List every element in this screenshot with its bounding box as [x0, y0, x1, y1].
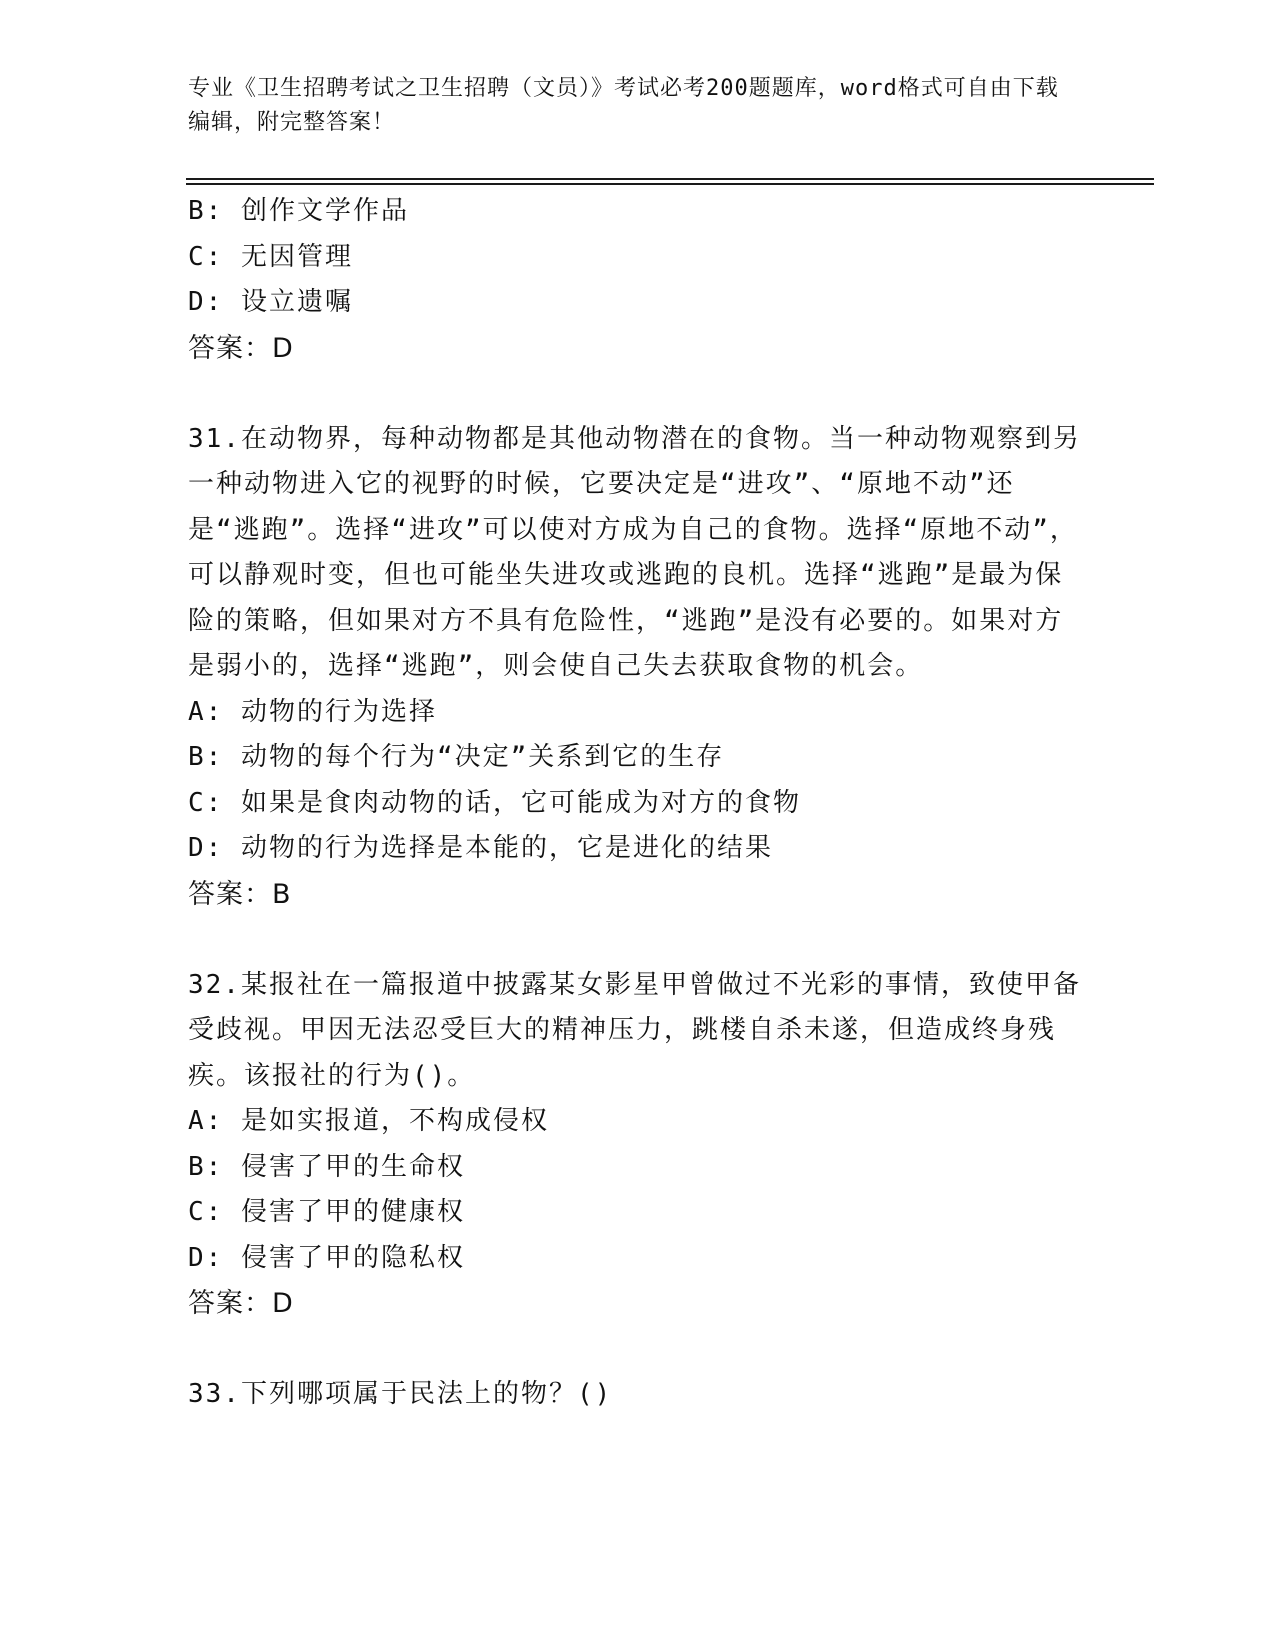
question-33: [188, 1372, 1088, 1418]
spacer: [188, 917, 1088, 963]
question-32-option-a: A: 是如实报道，不构成侵权: [188, 1106, 549, 1136]
question-32-stem: 32.某报社在一篇报道中披露某女影星甲曾做过不光彩的事情，致使甲备受歧视。甲因无法忍受巨大的精神压力，跳楼自杀未遂，但造成终身残疾。该报社的行为()。: [188, 969, 1081, 1091]
header-divider-bottom: [186, 183, 1154, 185]
header-divider-top: [186, 178, 1154, 180]
question-31-option-c: C: 如果是食肉动物的话，它可能成为对方的食物: [188, 787, 801, 818]
question-31: [188, 417, 1088, 918]
question-31-stem: 31.在动物界，每种动物都是其他动物潜在的食物。当一种动物观察到另一种动物进入它的视野的时候，它要决定是“进攻”、“原地不动”还是“逃跑”。选择“进攻”可以使对方成为自己的食物。选择“原地不动”，可以静观时变，但也可能坐失进攻或逃跑的良机。选择“逃跑”是最为保险的策略，但如果对方不具有危险性，“逃跑”是没有必要的。如果对方是弱小的，选择“逃跑”，则会使自己失去获取食物的机会。: [188, 423, 1081, 681]
question-30-answer: 答案：D: [188, 332, 294, 364]
spacer: [188, 371, 1088, 417]
question-32-answer: 答案：D: [188, 1288, 294, 1319]
question-30-option-b: B: 创作文学作品: [188, 196, 409, 226]
question-list: [188, 189, 1088, 1418]
question-33-stem: 33.下列哪项属于民法上的物？(): [188, 1379, 613, 1409]
question-30-option-d: D: 设立遗嘱: [188, 287, 353, 317]
question-32-option-c: C: 侵害了甲的健康权: [188, 1197, 465, 1227]
question-31-option-d: D: 动物的行为选择是本能的，它是进化的结果: [188, 833, 773, 863]
question-30-tail: [188, 189, 1088, 371]
question-31-answer: 答案：B: [188, 878, 292, 910]
question-30-option-c: C: 无因管理: [188, 241, 353, 272]
question-32: [188, 963, 1088, 1327]
question-32-option-d: D: 侵害了甲的隐私权: [188, 1242, 465, 1273]
document-header-title: 专业《卫生招聘考试之卫生招聘（文员）》考试必考200题题库，word格式可自由下载编辑，附完整答案！: [188, 76, 1059, 135]
spacer: [188, 1327, 1088, 1373]
question-32-option-b: B: 侵害了甲的生命权: [188, 1151, 465, 1182]
question-31-option-a: A: 动物的行为选择: [188, 696, 437, 727]
question-31-option-b: B: 动物的每个行为“决定”关系到它的生存: [188, 742, 725, 772]
